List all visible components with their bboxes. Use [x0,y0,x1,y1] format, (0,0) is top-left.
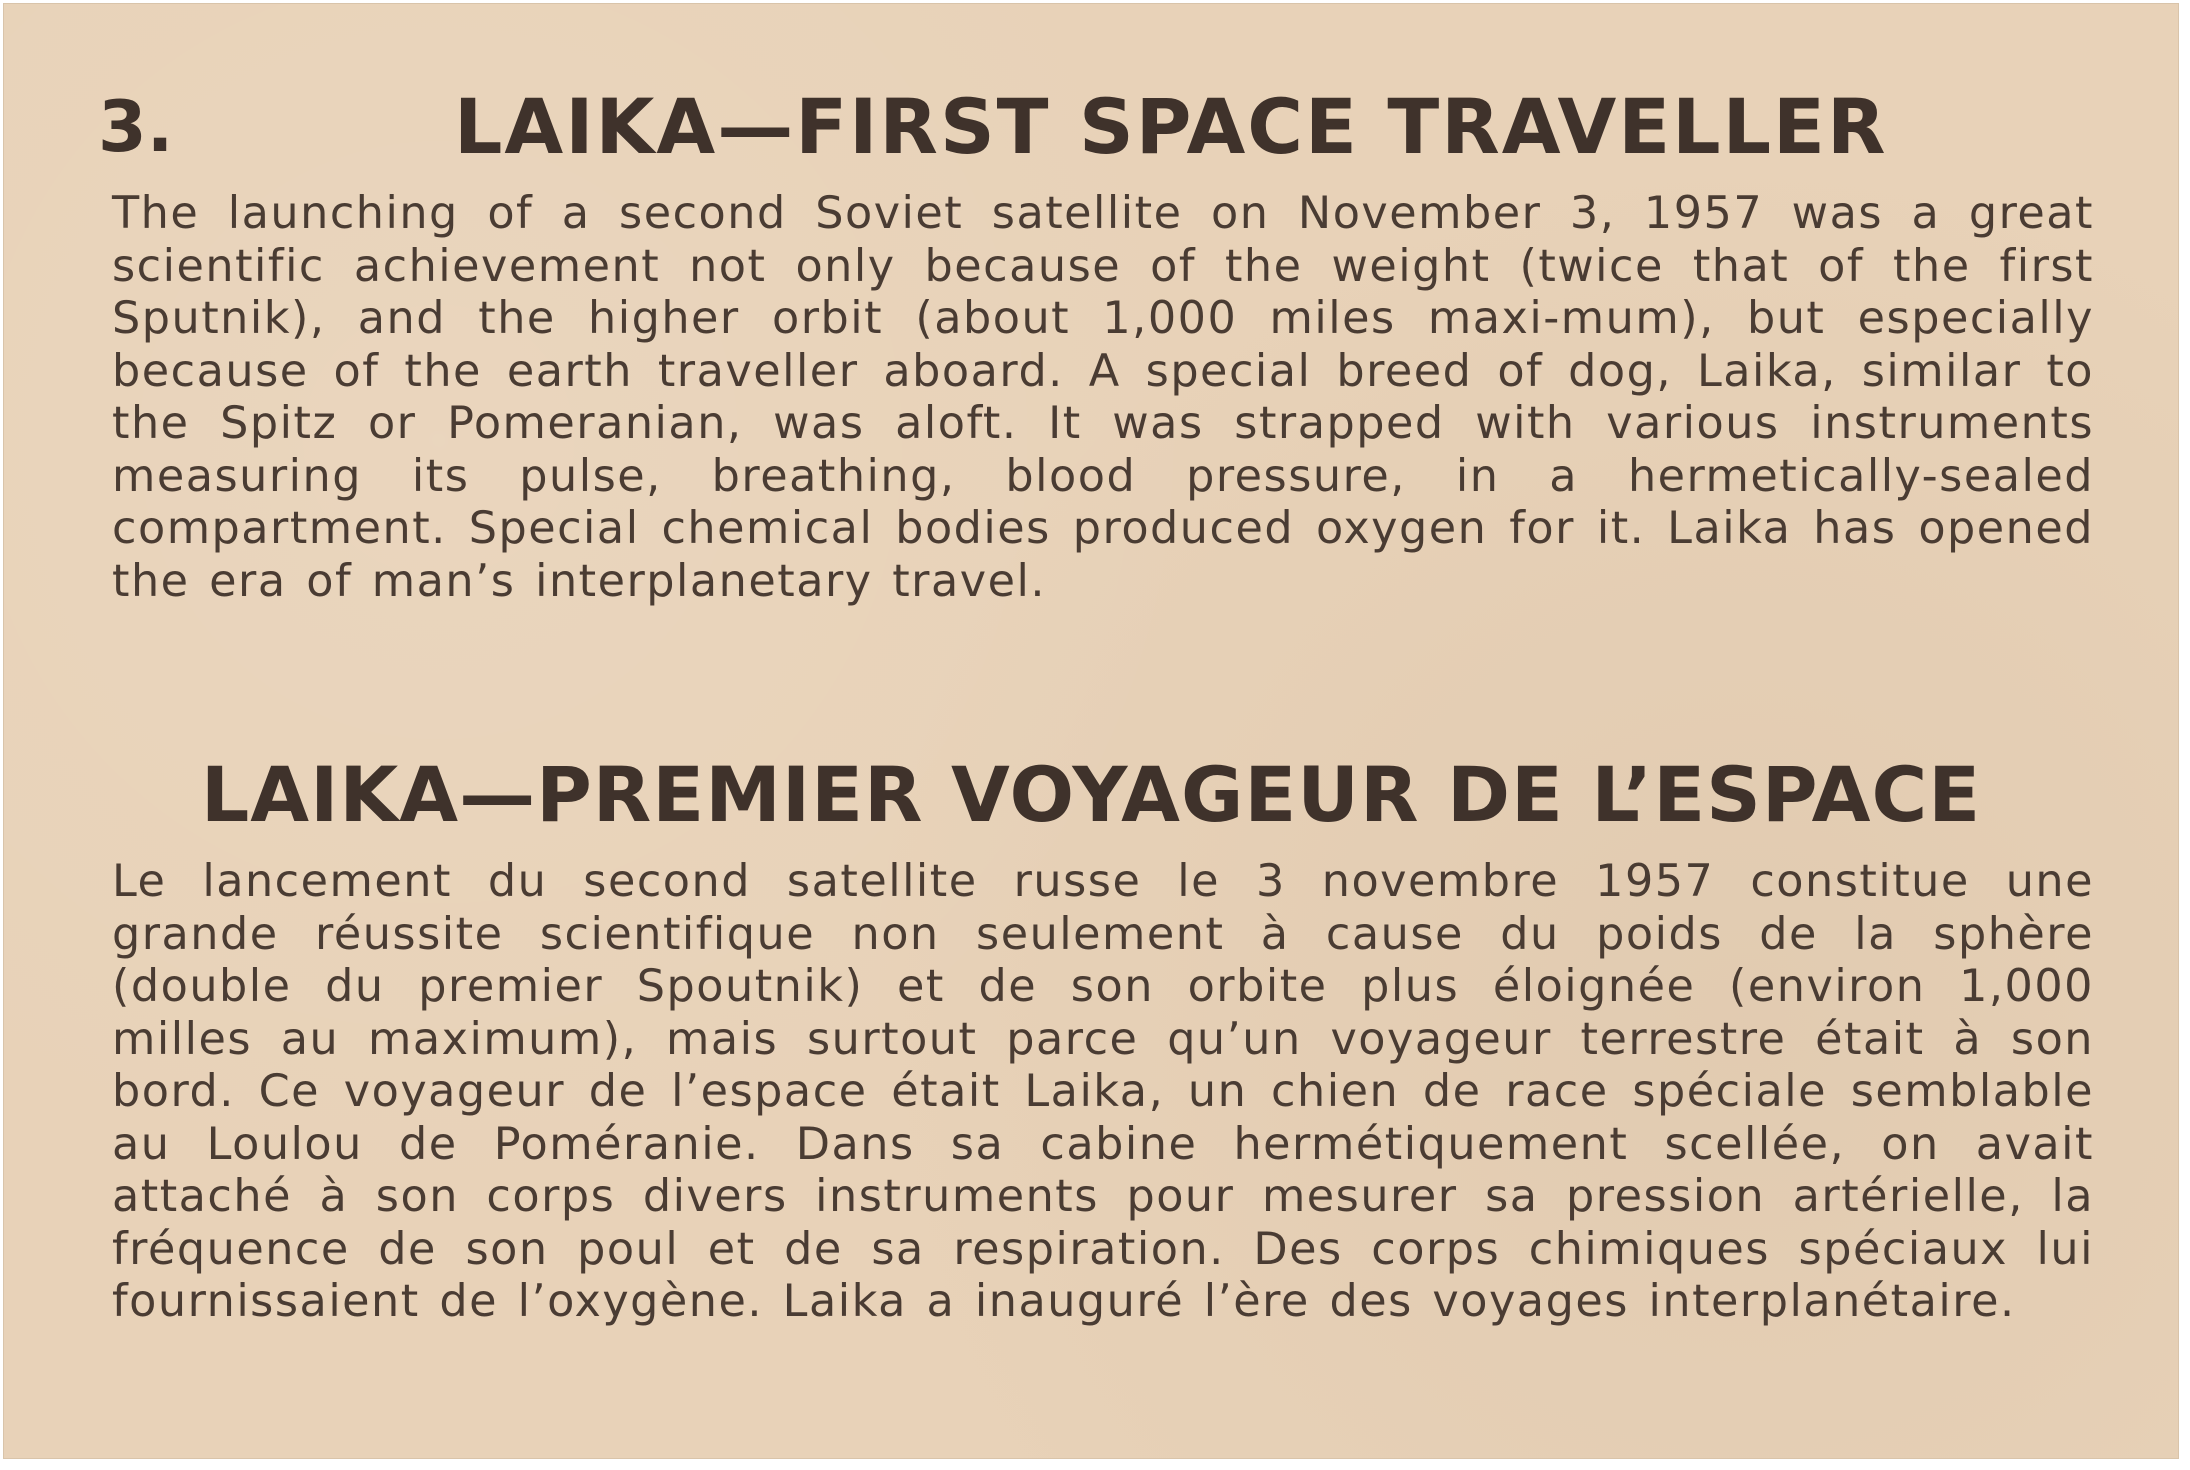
card [4,4,2178,1458]
english-heading [98,82,2088,172]
english-title: LAIKA—FIRST SPACE TRAVELLER [454,82,1888,171]
french-title: LAIKA—PREMIER VOYAGEUR DE L’ESPACE [200,750,1982,839]
english-body: The launching of a second Soviet satellite on November 3, 1957 was a great scientific achievement not only because of the weight (twice that of the first Sputnik), and the higher orbit (about 1,000 miles maxi-mum), but especially because of the earth traveller aboard. A special breed of dog, Laika, similar to the Spitz or Pomeranian, was aloft. It was strapped with various instruments measuring its pulse, breathing, blood pressure, in a hermetically-sealed compartment. Special chemical bodies produced oxygen for it. Laika has opened the era of man’s interplanetary travel. [112,188,2094,607]
card-number: 3. [98,86,174,168]
french-body: Le lancement du second satellite russe le 3 novembre 1957 constitue une grande réussite scientifique non seulement à cause du poids de la sphère (double du premier Spoutnik) et de son orbite plus éloignée (environ 1,000 milles au maximum), mais surtout parce qu’un voyageur terrestre était à son bord. Ce voyageur de l’espace était Laika, un chien de race spéciale semblable au Loulou de Poméranie. Dans sa cabine hermétiquement scellée, on avait attaché à son corps divers instruments pour mesurer sa pression artérielle, la fréquence de son poul et de sa respiration. Des corps chimiques spéciaux lui fournissaient de l’oxygène. Laika a inauguré l’ère des voyages interplanétaire. [112,856,2094,1327]
